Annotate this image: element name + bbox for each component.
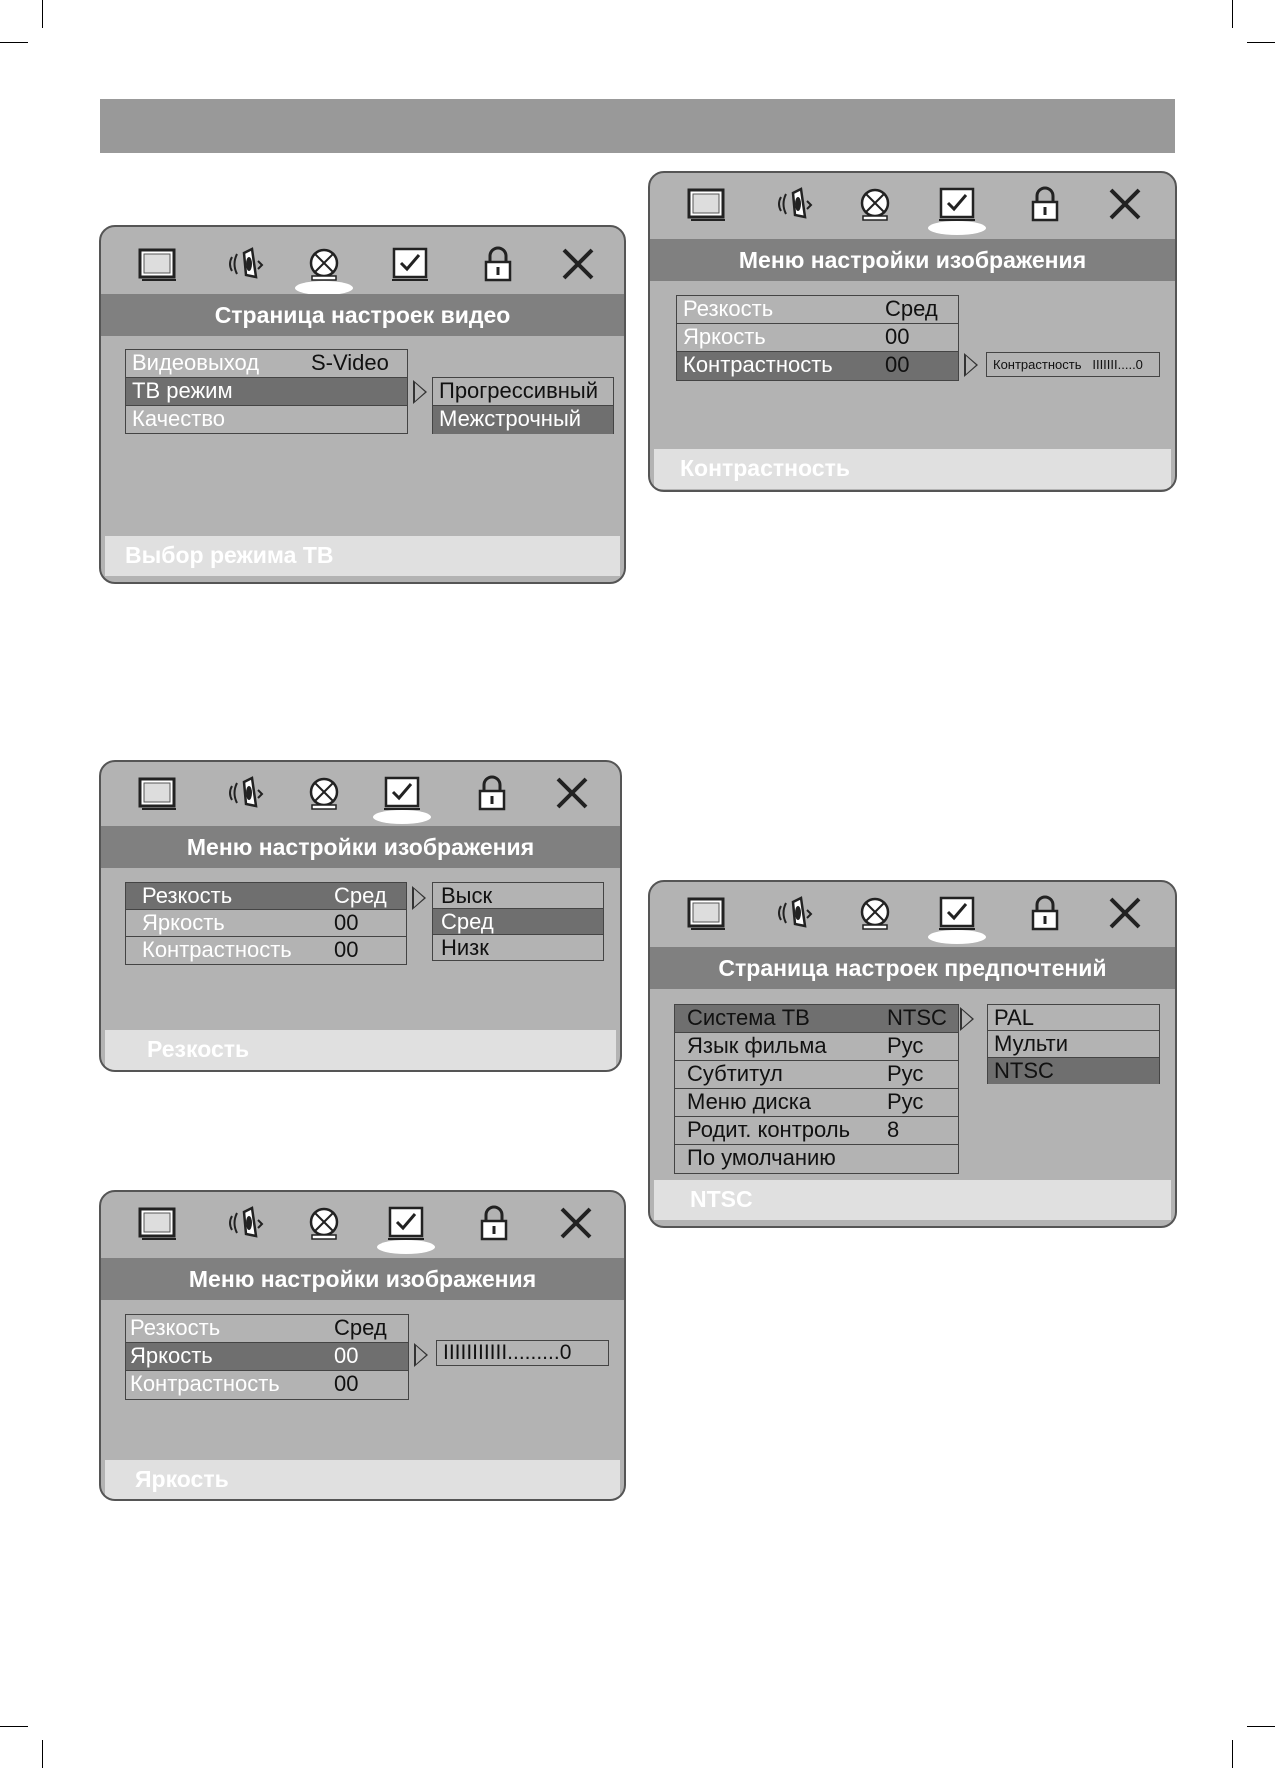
slider-value: IIIIIII.....0 (1092, 357, 1143, 372)
status-text: Выбор режима ТВ (125, 542, 334, 568)
settings-menu (674, 1004, 959, 1174)
crop-mark (1247, 1726, 1275, 1727)
option-high[interactable]: Выск (433, 883, 603, 909)
menu-item-subtitle[interactable] (675, 1061, 958, 1089)
speaker-icon[interactable] (766, 183, 820, 227)
status-text: Резкость (147, 1036, 250, 1062)
menu-item-label: Язык фильма (687, 1033, 827, 1058)
crop-mark (42, 0, 43, 28)
preferences-panel (648, 880, 1177, 1228)
status-footer (105, 536, 620, 576)
checkmark-icon[interactable] (379, 1202, 433, 1246)
submenu (432, 377, 614, 434)
submenu-arrow-icon (414, 1343, 428, 1367)
crop-mark (42, 1740, 43, 1768)
crop-mark (0, 42, 28, 43)
option-pal[interactable]: PAL (988, 1005, 1159, 1031)
menu-item-film-language[interactable] (675, 1033, 958, 1061)
menu-item-value: 00 (334, 937, 359, 962)
menu-item-contrast[interactable] (677, 352, 958, 380)
menu-item-label: ТВ режим (132, 378, 233, 403)
contrast-slider[interactable] (986, 352, 1160, 377)
disc-icon[interactable] (297, 243, 351, 287)
menu-item-value: Рус (887, 1061, 924, 1086)
menu-item-defaults[interactable] (675, 1145, 958, 1173)
option-interlaced[interactable]: Межстрочный (433, 406, 613, 434)
menu-item-value: S-Video (311, 350, 389, 375)
menu-item-value: 00 (885, 324, 910, 349)
crop-mark (1232, 0, 1233, 28)
menu-item-value: 00 (334, 1343, 359, 1368)
status-footer (654, 449, 1171, 489)
menu-item-label: Субтитул (687, 1061, 783, 1086)
menu-item-label: Система ТВ (687, 1005, 810, 1030)
status-text: Контрастность (680, 455, 850, 481)
menu-item-label: По умолчанию (687, 1145, 836, 1170)
video-settings-panel (99, 225, 626, 584)
option-medium[interactable]: Сред (433, 909, 603, 935)
crop-mark (1232, 1740, 1233, 1768)
menu-item-disc-menu[interactable] (675, 1089, 958, 1117)
menu-item-contrast[interactable] (126, 1371, 408, 1399)
menu-item-sharpness[interactable] (677, 296, 958, 324)
lock-icon[interactable] (467, 1202, 521, 1246)
header-bar (100, 99, 1175, 153)
checkmark-icon[interactable] (930, 892, 984, 936)
menu-item-tv-mode[interactable] (126, 378, 407, 406)
option-ntsc[interactable]: NTSC (988, 1058, 1159, 1084)
image-settings-panel-sharpness (99, 760, 622, 1072)
status-footer (105, 1460, 620, 1500)
menu-item-label: Яркость (683, 324, 766, 349)
menu-item-label: Резкость (683, 296, 774, 321)
page-title: Страница настроек предпочтений (650, 947, 1175, 989)
close-icon[interactable] (549, 1202, 603, 1246)
page-title: Меню настройки изображения (101, 826, 620, 868)
page-title: Меню настройки изображения (101, 1258, 624, 1300)
menu-item-label: Родит. контроль (687, 1117, 851, 1142)
settings-menu (676, 295, 959, 381)
menu-item-label: Яркость (130, 1343, 213, 1368)
settings-menu (125, 1314, 409, 1400)
settings-menu (125, 349, 408, 434)
menu-item-contrast[interactable] (126, 937, 406, 964)
menu-item-brightness[interactable] (126, 1343, 408, 1371)
menu-item-value: 00 (334, 910, 359, 935)
status-text: NTSC (690, 1186, 753, 1212)
menu-item-value: Рус (887, 1033, 924, 1058)
disc-icon[interactable] (297, 772, 351, 816)
close-icon[interactable] (1098, 892, 1152, 936)
menu-item-label: Качество (132, 406, 226, 431)
menu-item-label: Меню диска (687, 1089, 812, 1114)
checkmark-icon[interactable] (375, 772, 429, 816)
menu-item-value: 00 (334, 1371, 359, 1396)
lock-icon[interactable] (1018, 183, 1072, 227)
status-text: Яркость (135, 1466, 229, 1492)
close-icon[interactable] (545, 772, 599, 816)
page-title: Меню настройки изображения (650, 239, 1175, 281)
menu-item-label: Яркость (142, 910, 225, 935)
icon-row (101, 1192, 624, 1258)
slider-value: IIIIIIIIIII.........0 (443, 1341, 572, 1364)
menu-item-label: Контрастность (142, 937, 292, 962)
crop-mark (0, 1726, 28, 1727)
speaker-icon[interactable] (766, 892, 820, 936)
menu-item-sharpness[interactable] (126, 883, 406, 910)
speaker-icon[interactable] (217, 1202, 271, 1246)
lock-icon[interactable] (1018, 892, 1072, 936)
icon-row (101, 762, 620, 828)
menu-item-brightness[interactable] (126, 910, 406, 937)
menu-item-label: Видеовыход (132, 350, 260, 375)
menu-item-label: Резкость (130, 1315, 221, 1340)
settings-menu (125, 882, 407, 965)
icon-row (650, 173, 1175, 239)
tv-screen-icon[interactable] (131, 1202, 185, 1246)
menu-item-value: NTSC (887, 1005, 947, 1030)
submenu-arrow-icon (413, 380, 427, 404)
submenu-arrow-icon (412, 886, 426, 910)
disc-icon[interactable] (848, 183, 902, 227)
disc-icon[interactable] (297, 1202, 351, 1246)
page-title: Страница настроек видео (101, 294, 624, 336)
close-icon[interactable] (551, 243, 605, 287)
menu-item-value: 00 (885, 352, 910, 377)
menu-item-quality[interactable] (126, 406, 407, 434)
icon-row (101, 233, 624, 299)
icon-row (650, 882, 1175, 948)
menu-item-label: Контрастность (130, 1371, 280, 1396)
lock-icon[interactable] (465, 772, 519, 816)
image-settings-panel-brightness (99, 1190, 626, 1501)
lock-icon[interactable] (471, 243, 525, 287)
speaker-icon[interactable] (217, 772, 271, 816)
status-footer (654, 1180, 1171, 1220)
menu-item-label: Контрастность (683, 352, 833, 377)
menu-item-value: Рус (887, 1089, 924, 1114)
close-icon[interactable] (1098, 183, 1152, 227)
tv-screen-icon[interactable] (680, 183, 734, 227)
menu-item-label: Резкость (142, 883, 233, 908)
menu-item-value: Сред (885, 296, 938, 321)
submenu-arrow-icon (960, 1007, 974, 1031)
menu-item-video-output[interactable] (126, 350, 407, 378)
crop-mark (1247, 42, 1275, 43)
disc-icon[interactable] (848, 892, 902, 936)
submenu (987, 1004, 1160, 1084)
brightness-slider[interactable] (436, 1340, 609, 1366)
option-low[interactable]: Низк (441, 935, 489, 960)
tv-screen-icon[interactable] (131, 243, 185, 287)
menu-item-value: Сред (334, 883, 387, 908)
menu-item-value: 8 (887, 1117, 900, 1142)
menu-item-brightness[interactable] (677, 324, 958, 352)
tv-screen-icon[interactable] (131, 772, 185, 816)
image-settings-panel-contrast (648, 171, 1177, 492)
option-progressive[interactable]: Прогрессивный (433, 378, 613, 406)
submenu (432, 882, 604, 961)
checkmark-icon[interactable] (383, 243, 437, 287)
slider-label: Контрастность (993, 357, 1082, 372)
status-footer (105, 1030, 616, 1070)
menu-item-parental-control[interactable] (675, 1117, 958, 1145)
menu-item-sharpness[interactable] (126, 1315, 408, 1343)
tv-screen-icon[interactable] (680, 892, 734, 936)
checkmark-icon[interactable] (930, 183, 984, 227)
speaker-icon[interactable] (217, 243, 271, 287)
option-multi[interactable]: Мульти (988, 1031, 1159, 1058)
submenu-arrow-icon (964, 353, 978, 377)
menu-item-tv-system[interactable] (675, 1005, 958, 1033)
menu-item-value: Сред (334, 1315, 387, 1340)
